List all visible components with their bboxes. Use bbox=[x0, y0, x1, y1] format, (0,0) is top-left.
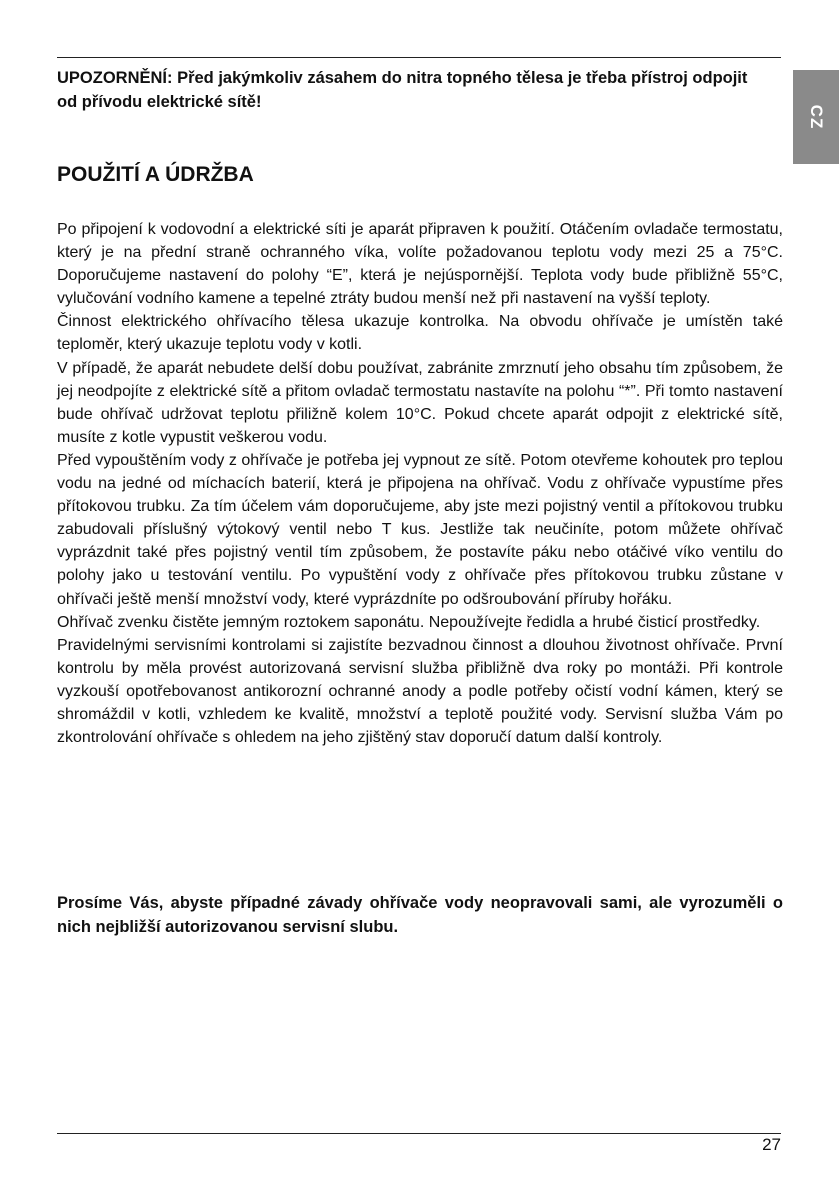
paragraph-cleaning: Ohřívač zvenku čistěte jemným roztokem saponátu. Nepoužívejte ředidla a hrubé čisticí prostředky. bbox=[57, 613, 761, 631]
paragraph-indicator: Činnost elektrického ohřívacího tělesa ukazuje kontrolka. Na obvodu ohřívače je umístěn také teploměr, který ukazuje teplotu vody v kotli. bbox=[57, 313, 783, 354]
paragraph-draining: Před vypouštěním vody z ohřívače je potřeba jej vypnout ze sítě. Potom otevřeme kohoutek pro teplou vodu na jedné od míchacích baterií, která je připojena na ohřívač. Vodu z ohřívače vypustíme přes přítokovou trubku. Za tím účelem vám doporučujeme, aby jste mezi pojistný ventil a přítokovou trubku zabudovali příslušný výtokový ventil nebo T kus. Jestliže tak neučiníte, potom můžete ohřívač vyprázdnit také přes pojistný ventil tím způsobem, že postavíte páku nebo otáčivé víko ventilu do polohy jako u testování ventilu. Po vypuštění vody z ohřívače přes přítokovou trubku zůstane v ohřívači ještě menší množství vody, které vyprázdníte po odšroubování příruby hořáku. bbox=[57, 451, 783, 608]
paragraph-usage: Po připojení k vodovodní a elektrické síti je aparát připraven k použití. Otáčením ovladače termostatu, který je na přední straně ochranného víka, volíte požadovanou teplotu vody mezi 25 a 75°C. Doporučujeme nastavení do polohy “E”, která je nejúspornější. Teplota vody bude přibližně 55°C, vylučování vodního kamene a tepelné ztráty budou menší než při nastavení na vyšší teploty. bbox=[57, 221, 783, 308]
paragraph-frost-protection: V případě, že aparát nebudete delší dobu používat, zabránite zmrznutí jeho obsahu tím způsobem, že jej neodpojíte z elektrické sítě a přitom ovladač termostatu nastavíte na polohu “*”. Při tomto nastavení bude ohřívač udržovat teplotu přiližně kolem 10°C. Pokud chcete aparát odpojit z elektrické sítě, musíte z kotle vypustit veškerou vodu. bbox=[57, 359, 783, 446]
paragraph-servicing: Pravidelnými servisními kontrolami si zajistíte bezvadnou činnost a dlouhou životnost ohřívače. První kontrolu by měla provést autorizovaná servisní služba přibližně dva roky po montáži. Při kontrole vyzkouší opotřebovanost antikorozní ochranné anody a podle potřeby očistí vodní kámen, který se shromáždil v kotli, vzhledem ke kvalitě, množství a teplotě použité vody. Servisní služba Vám po zkontrolování ohřívače s ohledem na jeho zjištěný stav doporučí datum další kontroly. bbox=[57, 636, 783, 747]
language-tab-label: CZ bbox=[807, 104, 826, 130]
language-tab bbox=[793, 70, 839, 164]
section-title: POUŽITÍ A ÚDRŽBA bbox=[57, 163, 254, 186]
bottom-rule bbox=[57, 1133, 781, 1134]
page-number: 27 bbox=[762, 1135, 781, 1154]
closing-notice: Prosíme Vás, abyste případné závady ohřívače vody neopravovali sami, ale vyrozuměli o nich nejbližší autorizovanou servisní slubu. bbox=[57, 894, 783, 936]
top-rule bbox=[57, 57, 781, 58]
warning-notice: UPOZORNĚNÍ: Před jakýmkoliv zásahem do nitra topného tělesa je třeba přístroj odpojit od přívodu elektrické sítě! bbox=[57, 69, 748, 111]
body-text bbox=[57, 218, 783, 749]
